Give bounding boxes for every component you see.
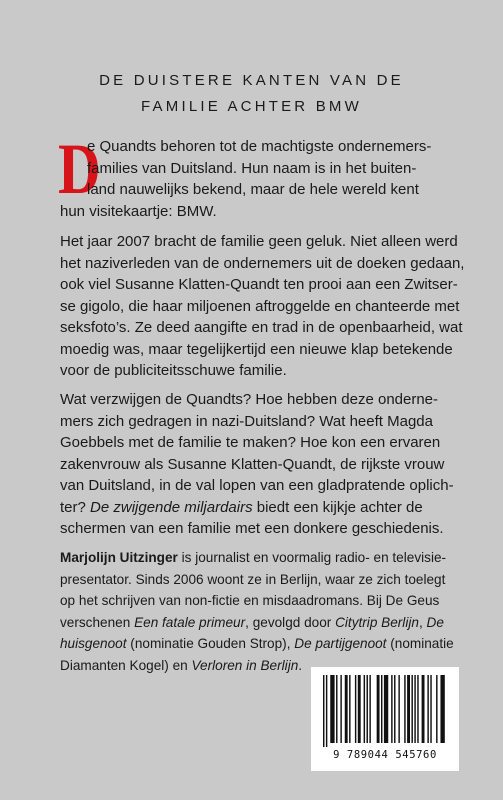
barcode-bar: [422, 675, 425, 743]
paragraph-line: op het schrijven van non-fictie en misdaadromans. Bij De Geus: [60, 593, 440, 608]
barcode-bar: [436, 675, 437, 743]
barcode-icon: [321, 675, 449, 747]
paragraph-line: families van Duitsland. Hun naam is in het buiten-: [87, 159, 417, 177]
paragraph-line: [60, 633, 470, 655]
paragraph-line: Het jaar 2007 bracht de familie geen geluk. Niet alleen werd: [60, 233, 458, 250]
barcode-bar: [440, 675, 444, 743]
paragraph-line: het naziverleden van de ondernemers uit de doeken gedaan,: [60, 254, 465, 272]
heading-line-2: FAMILIE ACHTER BMW: [141, 98, 362, 115]
paragraph-intro: [58, 129, 460, 222]
book-title: De partijgenoot: [294, 636, 387, 651]
book-title: De: [426, 614, 444, 630]
paragraph-line: Goebbels met de familie te maken? Hoe kon een ervaren: [60, 434, 441, 451]
author-bio: [60, 547, 470, 676]
paragraph-line: se gigolo, die haar miljoenen aftroggelde en chanteerde met: [60, 297, 460, 315]
barcode-bar: [364, 675, 365, 743]
barcode-bar: [430, 675, 431, 743]
barcode-label: [311, 667, 459, 771]
paragraph-line: [60, 497, 460, 519]
text-fragment: is journalist en voormalig radio- en televisie-: [177, 550, 447, 565]
book-title: De zwijgende miljardairs: [90, 498, 253, 516]
paragraph-line: ook viel Susanne Klatten-Quandt ten prooi aan een Zwitser-: [60, 276, 458, 293]
text-fragment: (nominatie: [386, 636, 454, 651]
book-title: Een fatale primeur: [134, 614, 246, 630]
barcode-bar: [394, 675, 395, 743]
paragraph-line: schermen van een familie met een donkere geschiedenis.: [60, 520, 444, 537]
barcode-bar: [330, 675, 334, 743]
paragraph-line: hun visitekaartje: BMW.: [60, 202, 217, 220]
paragraph-line: e Quandts behoren tot de machtigste ondernemers-: [87, 138, 432, 155]
paragraph-line: moedig was, maar tegelijkertijd een nieuwe klap betekende: [60, 340, 453, 358]
author-name: Marjolijn Uitzinger: [60, 550, 178, 565]
paragraph-line: [60, 612, 470, 634]
barcode-bar: [377, 675, 380, 743]
paragraph-questions: [60, 389, 460, 540]
barcode-bar: [349, 675, 350, 743]
text-fragment: Diamanten Kogel) en: [60, 657, 192, 673]
text-fragment: .: [298, 657, 303, 673]
paragraph-line: voor de publiciteitsschuwe familie.: [60, 362, 287, 379]
barcode-bar: [381, 675, 382, 743]
paragraph-line: land nauwelijks bekend, maar de hele wereld kent: [87, 181, 419, 198]
paragraph-line: seksfoto’s. Ze deed aangifte en trad in de openbaarheid, wat: [60, 319, 463, 336]
book-title: Citytrip Berlijn: [335, 614, 419, 630]
barcode-bar: [404, 675, 405, 743]
text-fragment: verschenen: [60, 614, 135, 630]
barcode-bar: [336, 675, 337, 743]
paragraph-line: presentator. Sinds 2006 woont ze in Berlijn, waar ze zich toelegt: [60, 571, 446, 587]
barcode-bar: [417, 675, 418, 743]
text-fragment: , gevolgd door: [245, 614, 336, 630]
barcode-bar: [398, 675, 399, 743]
barcode-bar: [414, 675, 415, 743]
barcode-bar: [369, 675, 370, 743]
isbn-digits: 9 789044 545760: [333, 749, 437, 761]
text-fragment: ,: [418, 614, 427, 630]
paragraph-line: mers zich gedragen in nazi-Duitsland? Wat heeft Magda: [60, 412, 433, 430]
book-title: huisgenoot: [60, 636, 127, 651]
text-fragment: (nominatie Gouden Strop),: [126, 636, 295, 651]
paragraph-line: Wat verzwijgen de Quandts? Hoe hebben deze onderne-: [60, 391, 439, 408]
barcode-bar: [391, 675, 392, 743]
text-fragment: biedt een kijkje achter de: [252, 498, 423, 516]
paragraph-2007: [60, 231, 465, 382]
barcode-bar: [323, 675, 324, 747]
barcode-bar: [367, 675, 368, 743]
barcode-bar: [340, 675, 341, 743]
barcode-bar: [407, 675, 410, 743]
barcode-bar: [427, 675, 428, 743]
barcode-bar: [345, 675, 348, 743]
paragraph-line: van Duitsland, in de val lopen van een gladpratende oplich-: [60, 477, 454, 494]
barcode-bar: [384, 675, 388, 743]
heading-line-1: DE DUISTERE KANTEN VAN DE: [99, 72, 404, 89]
cover-heading: [0, 68, 503, 120]
barcode-bar: [358, 675, 361, 743]
book-title: Verloren in Berlijn: [191, 657, 299, 673]
barcode-bar: [411, 675, 412, 743]
text-fragment: ter?: [60, 498, 86, 516]
barcode-bar: [355, 675, 356, 743]
barcode-bar: [326, 675, 327, 747]
paragraph-line: [60, 547, 470, 569]
paragraph-line: zakenvrouw als Susanne Klatten-Quandt, de rijkste vrouw: [60, 455, 445, 473]
drop-cap: D: [58, 129, 101, 209]
